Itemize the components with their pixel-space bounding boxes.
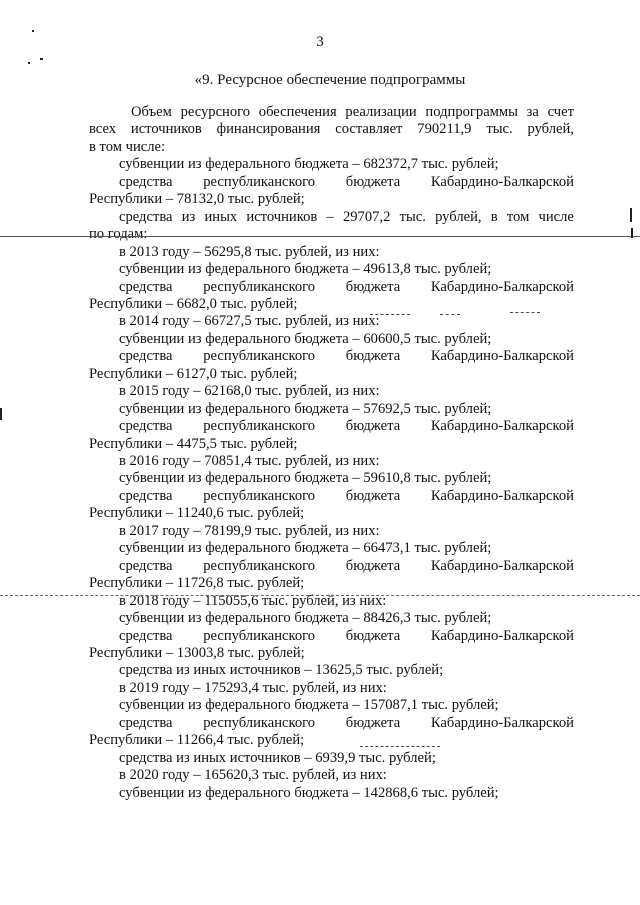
word: за <box>526 104 539 120</box>
word: республиканского <box>203 557 316 574</box>
word: средства <box>119 714 173 731</box>
scan-line <box>0 595 640 596</box>
word: бюджета <box>345 487 401 504</box>
section-title: «9. Ресурсное обеспечение подпрограммы <box>194 72 466 88</box>
word: Кабардино-Балкарской <box>430 278 574 295</box>
page-number: 3 <box>316 34 324 50</box>
word: республиканского <box>203 627 316 644</box>
text-line: субвенции из федерального бюджета – 142868,6 тыс. рублей; <box>119 784 499 801</box>
text-line: по годам: <box>89 226 148 243</box>
scan-speck <box>40 58 43 60</box>
text-line <box>89 120 574 138</box>
text-line: субвенции из федерального бюджета – 157087,1 тыс. рублей; <box>119 697 499 714</box>
word: бюджета <box>345 557 401 574</box>
word: подпрограммы <box>425 104 518 120</box>
word: Кабардино-Балкарской <box>430 557 574 574</box>
word: республиканского <box>203 173 316 190</box>
text-line: Республики – 11240,6 тыс. рублей; <box>89 505 305 522</box>
word: бюджета <box>345 348 401 365</box>
text-line: субвенции из федерального бюджета – 49613,8 тыс. рублей; <box>119 261 492 278</box>
word: источников <box>246 208 318 225</box>
word: Кабардино-Балкарской <box>430 487 574 504</box>
text-line: субвенции из федерального бюджета – 59610,8 тыс. рублей; <box>119 470 492 487</box>
word: республиканского <box>203 418 316 435</box>
word: 29707,2 <box>342 208 391 225</box>
text-line: Республики – 11266,4 тыс. рублей; <box>89 732 305 749</box>
text-line <box>131 103 574 121</box>
text-line <box>119 173 574 191</box>
word: составляет <box>335 121 403 138</box>
text-line: средства из иных источников – 6939,9 тыс. рублей; <box>119 749 436 766</box>
word: финансирования <box>216 121 321 138</box>
word: ресурсного <box>180 104 251 120</box>
text-line: в 2019 году – 175293,4 тыс. рублей, из них: <box>119 679 387 696</box>
scan-dash <box>510 312 540 313</box>
word: из <box>181 208 196 225</box>
text-line: субвенции из федерального бюджета – 66473,1 тыс. рублей; <box>119 540 492 557</box>
text-line: Республики – 4475,5 тыс. рублей; <box>89 435 298 452</box>
scan-dash <box>360 746 440 747</box>
word: счет <box>547 104 574 120</box>
word: бюджета <box>345 173 401 190</box>
word: Кабардино-Балкарской <box>430 348 574 365</box>
word: средства <box>119 627 173 644</box>
word: иных <box>204 208 238 225</box>
text-line <box>119 487 574 505</box>
word: тыс. <box>399 208 426 225</box>
text-line: Республики – 78132,0 тыс. рублей; <box>89 191 305 208</box>
word: источников <box>130 121 202 138</box>
word: бюджета <box>345 627 401 644</box>
word: средства <box>119 208 173 225</box>
word: средства <box>119 278 173 295</box>
word: всех <box>89 121 117 138</box>
word: тыс. <box>486 121 513 138</box>
text-line <box>119 347 574 365</box>
word: республиканского <box>203 278 316 295</box>
word: в <box>490 208 498 225</box>
word: республиканского <box>203 348 316 365</box>
text-line <box>119 627 574 645</box>
word: обеспечения <box>258 104 337 120</box>
word: Кабардино-Балкарской <box>430 173 574 190</box>
text-line <box>119 417 574 435</box>
text-line: субвенции из федерального бюджета – 57692,5 тыс. рублей; <box>119 400 492 417</box>
text-line: в 2015 году – 62168,0 тыс. рублей, из них: <box>119 383 380 400</box>
word: рублей, <box>527 121 574 138</box>
text-line <box>119 714 574 732</box>
word: бюджета <box>345 714 401 731</box>
text-line: Республики – 13003,8 тыс. рублей; <box>89 644 305 661</box>
word: бюджета <box>345 278 401 295</box>
text-line: субвенции из федерального бюджета – 60600,5 тыс. рублей; <box>119 330 492 347</box>
word: республиканского <box>203 714 316 731</box>
word: 790211,9 <box>417 121 472 138</box>
word: средства <box>119 173 173 190</box>
text-line: в том числе: <box>89 138 166 155</box>
text-line: в 2016 году – 70851,4 тыс. рублей, из них: <box>119 453 380 469</box>
text-line: в 2014 году – 66727,5 тыс. рублей, из них: <box>119 313 380 330</box>
text-line: в 2018 году – 115055,6 тыс. рублей, из них: <box>119 592 387 609</box>
scan-line <box>0 236 640 237</box>
text-line <box>119 208 574 226</box>
scan-dash <box>370 314 410 315</box>
word: средства <box>119 418 173 435</box>
word: – <box>326 208 334 225</box>
scan-speck <box>0 408 2 420</box>
scan-speck <box>28 62 30 64</box>
text-line: в 2017 году – 78199,9 тыс. рублей, из них: <box>119 522 380 539</box>
scan-speck <box>32 30 34 32</box>
text-line <box>119 557 574 575</box>
text-line: в 2020 году – 165620,3 тыс. рублей, из них: <box>119 767 387 784</box>
text-line: субвенции из федерального бюджета – 682372,7 тыс. рублей; <box>119 156 499 173</box>
scan-speck <box>631 228 633 238</box>
word: числе <box>538 208 574 225</box>
text-line <box>119 278 574 296</box>
word: реализации <box>345 104 417 120</box>
word: том <box>506 208 530 225</box>
word: средства <box>119 487 173 504</box>
word: республиканского <box>203 487 316 504</box>
text-line: средства из иных источников – 13625,5 тыс. рублей; <box>119 662 444 679</box>
text-line: в 2013 году – 56295,8 тыс. рублей, из них: <box>119 243 380 260</box>
text-line: Республики – 6127,0 тыс. рублей; <box>89 365 298 382</box>
word: бюджета <box>345 418 401 435</box>
word: Кабардино-Балкарской <box>430 418 574 435</box>
scan-speck <box>630 208 632 222</box>
word: средства <box>119 348 173 365</box>
word: Кабардино-Балкарской <box>430 714 574 731</box>
word: Кабардино-Балкарской <box>430 627 574 644</box>
word: средства <box>119 557 173 574</box>
text-line: Республики – 11726,8 тыс. рублей; <box>89 575 305 592</box>
word: Объем <box>131 104 172 120</box>
text-line: субвенции из федерального бюджета – 88426,3 тыс. рублей; <box>119 610 492 627</box>
text-line: Республики – 6682,0 тыс. рублей; <box>89 295 298 312</box>
word: рублей, <box>435 208 482 225</box>
scan-dash <box>440 314 460 315</box>
